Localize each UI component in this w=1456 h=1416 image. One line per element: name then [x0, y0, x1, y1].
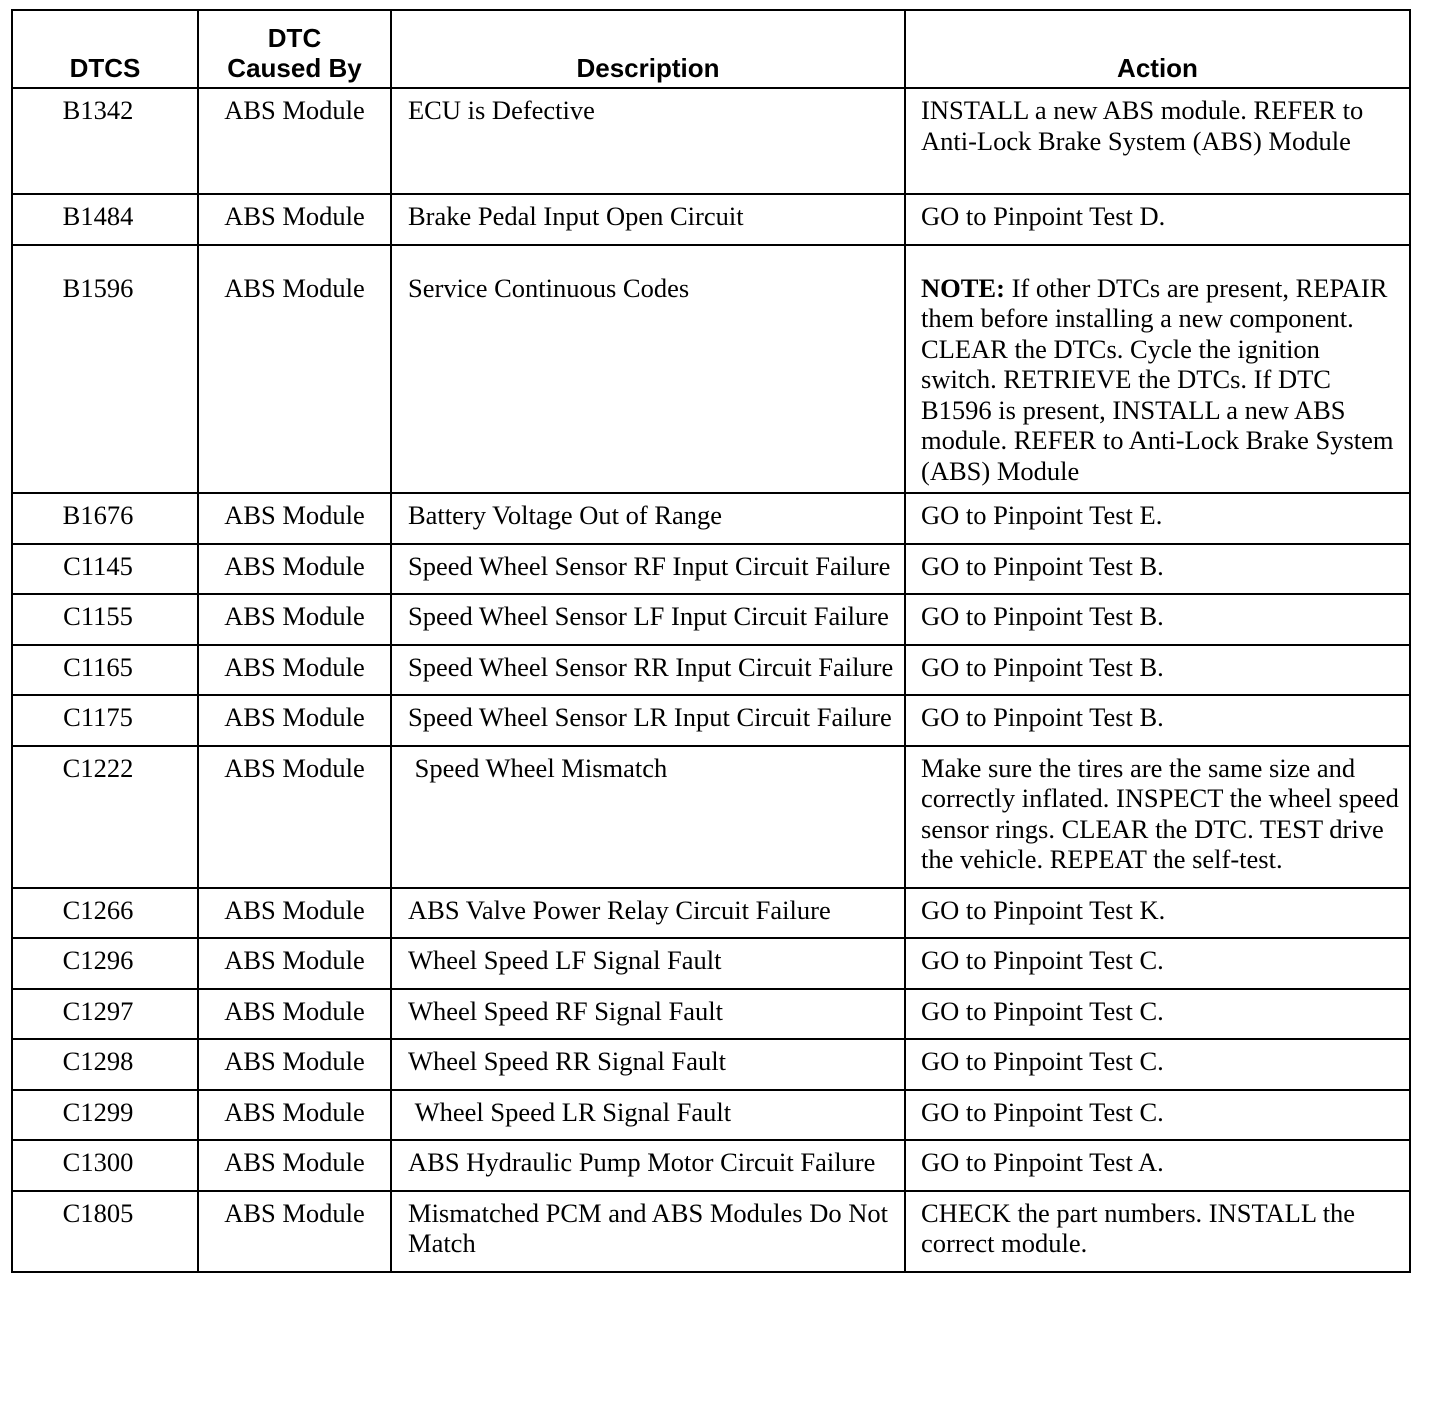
table-header-row: [13, 11, 1409, 88]
dtc-code: C1175: [13, 695, 198, 746]
table-row: [13, 493, 1409, 544]
dtc-caused-by: ABS Module: [198, 746, 391, 888]
dtc-table-frame: [11, 9, 1411, 1273]
dtc-code: B1484: [13, 194, 198, 245]
dtc-description: ABS Valve Power Relay Circuit Failure: [391, 888, 905, 939]
action-note: [921, 273, 1399, 334]
table-row: [13, 1191, 1409, 1271]
dtc-code: C1805: [13, 1191, 198, 1271]
table-row: [13, 1039, 1409, 1090]
dtc-description: Wheel Speed LF Signal Fault: [391, 938, 905, 989]
dtc-code: C1145: [13, 544, 198, 595]
dtc-description: Mismatched PCM and ABS Modules Do Not Match: [391, 1191, 905, 1271]
dtc-code: C1299: [13, 1090, 198, 1141]
dtc-action: GO to Pinpoint Test B.: [905, 645, 1409, 696]
dtc-caused-by: ABS Module: [198, 88, 391, 194]
dtc-action: GO to Pinpoint Test B.: [905, 544, 1409, 595]
table-row: [13, 989, 1409, 1040]
table-row: [13, 645, 1409, 696]
dtc-caused-by: ABS Module: [198, 1191, 391, 1271]
dtc-caused-by: ABS Module: [198, 245, 391, 494]
dtc-code: C1155: [13, 594, 198, 645]
dtc-caused-by: ABS Module: [198, 1090, 391, 1141]
dtc-table: [13, 11, 1409, 1271]
note-label: NOTE:: [921, 272, 1005, 303]
dtc-action: GO to Pinpoint Test E.: [905, 493, 1409, 544]
table-row: [13, 594, 1409, 645]
dtc-description: Speed Wheel Mismatch: [391, 746, 905, 888]
dtc-action: INSTALL a new ABS module. REFER to Anti-Lock Brake System (ABS) Module: [905, 88, 1409, 194]
dtc-action: GO to Pinpoint Test C.: [905, 989, 1409, 1040]
table-row: [13, 194, 1409, 245]
dtc-description: Service Continuous Codes: [391, 245, 905, 494]
header-action: Action: [905, 11, 1409, 88]
dtc-action: GO to Pinpoint Test B.: [905, 695, 1409, 746]
dtc-code: C1297: [13, 989, 198, 1040]
table-row: [13, 695, 1409, 746]
action-text: CLEAR the DTCs. Cycle the ignition switch. RETRIEVE the DTCs. If DTC B1596 is present, INSTALL a new ABS module. REFER to Anti-Lock Brake System (ABS) Module: [921, 333, 1394, 486]
dtc-caused-by: ABS Module: [198, 888, 391, 939]
table-row: [13, 88, 1409, 194]
dtc-caused-by: ABS Module: [198, 938, 391, 989]
table-row: [13, 544, 1409, 595]
dtc-action: GO to Pinpoint Test C.: [905, 1039, 1409, 1090]
dtc-caused-by: ABS Module: [198, 1039, 391, 1090]
dtc-description: ABS Hydraulic Pump Motor Circuit Failure: [391, 1140, 905, 1191]
dtc-code: C1266: [13, 888, 198, 939]
dtc-action: [905, 245, 1409, 494]
dtc-code: C1296: [13, 938, 198, 989]
dtc-code: B1342: [13, 88, 198, 194]
table-row: [13, 245, 1409, 494]
table-row: [13, 746, 1409, 888]
dtc-description: Wheel Speed LR Signal Fault: [391, 1090, 905, 1141]
header-caused-by: [198, 11, 391, 88]
dtc-caused-by: ABS Module: [198, 194, 391, 245]
dtc-caused-by: ABS Module: [198, 989, 391, 1040]
dtc-caused-by: ABS Module: [198, 695, 391, 746]
dtc-code: C1165: [13, 645, 198, 696]
dtc-description: Speed Wheel Sensor RR Input Circuit Failure: [391, 645, 905, 696]
dtc-description: Speed Wheel Sensor LF Input Circuit Failure: [391, 594, 905, 645]
dtc-description: Speed Wheel Sensor LR Input Circuit Failure: [391, 695, 905, 746]
table-row: [13, 888, 1409, 939]
dtc-code: C1298: [13, 1039, 198, 1090]
dtc-action: GO to Pinpoint Test A.: [905, 1140, 1409, 1191]
header-caused-by-line1: DTC: [267, 23, 322, 53]
dtc-action: GO to Pinpoint Test C.: [905, 938, 1409, 989]
dtc-action: Make sure the tires are the same size and correctly inflated. INSPECT the wheel speed sensor rings. CLEAR the DTC. TEST drive the vehicle. REPEAT the self-test.: [905, 746, 1409, 888]
dtc-action: GO to Pinpoint Test C.: [905, 1090, 1409, 1141]
dtc-action: CHECK the part numbers. INSTALL the correct module.: [905, 1191, 1409, 1271]
dtc-code: C1222: [13, 746, 198, 888]
dtc-caused-by: ABS Module: [198, 493, 391, 544]
table-row: [13, 938, 1409, 989]
dtc-code: B1596: [13, 245, 198, 494]
table-row: [13, 1140, 1409, 1191]
dtc-caused-by: ABS Module: [198, 1140, 391, 1191]
dtc-code: B1676: [13, 493, 198, 544]
header-dtcs: DTCS: [13, 11, 198, 88]
dtc-action: GO to Pinpoint Test D.: [905, 194, 1409, 245]
dtc-caused-by: ABS Module: [198, 645, 391, 696]
dtc-action: GO to Pinpoint Test K.: [905, 888, 1409, 939]
dtc-code: C1300: [13, 1140, 198, 1191]
dtc-description: Wheel Speed RR Signal Fault: [391, 1039, 905, 1090]
dtc-action: GO to Pinpoint Test B.: [905, 594, 1409, 645]
dtc-caused-by: ABS Module: [198, 594, 391, 645]
dtc-caused-by: ABS Module: [198, 544, 391, 595]
note-text: If other DTCs are present, REPAIR them before installing a new component.: [921, 272, 1388, 333]
dtc-description: ECU is Defective: [391, 88, 905, 194]
dtc-description: Battery Voltage Out of Range: [391, 493, 905, 544]
dtc-description: Speed Wheel Sensor RF Input Circuit Failure: [391, 544, 905, 595]
table-row: [13, 1090, 1409, 1141]
dtc-description: Brake Pedal Input Open Circuit: [391, 194, 905, 245]
header-caused-by-line2: Caused By: [227, 53, 362, 83]
dtc-description: Wheel Speed RF Signal Fault: [391, 989, 905, 1040]
header-description: Description: [391, 11, 905, 88]
